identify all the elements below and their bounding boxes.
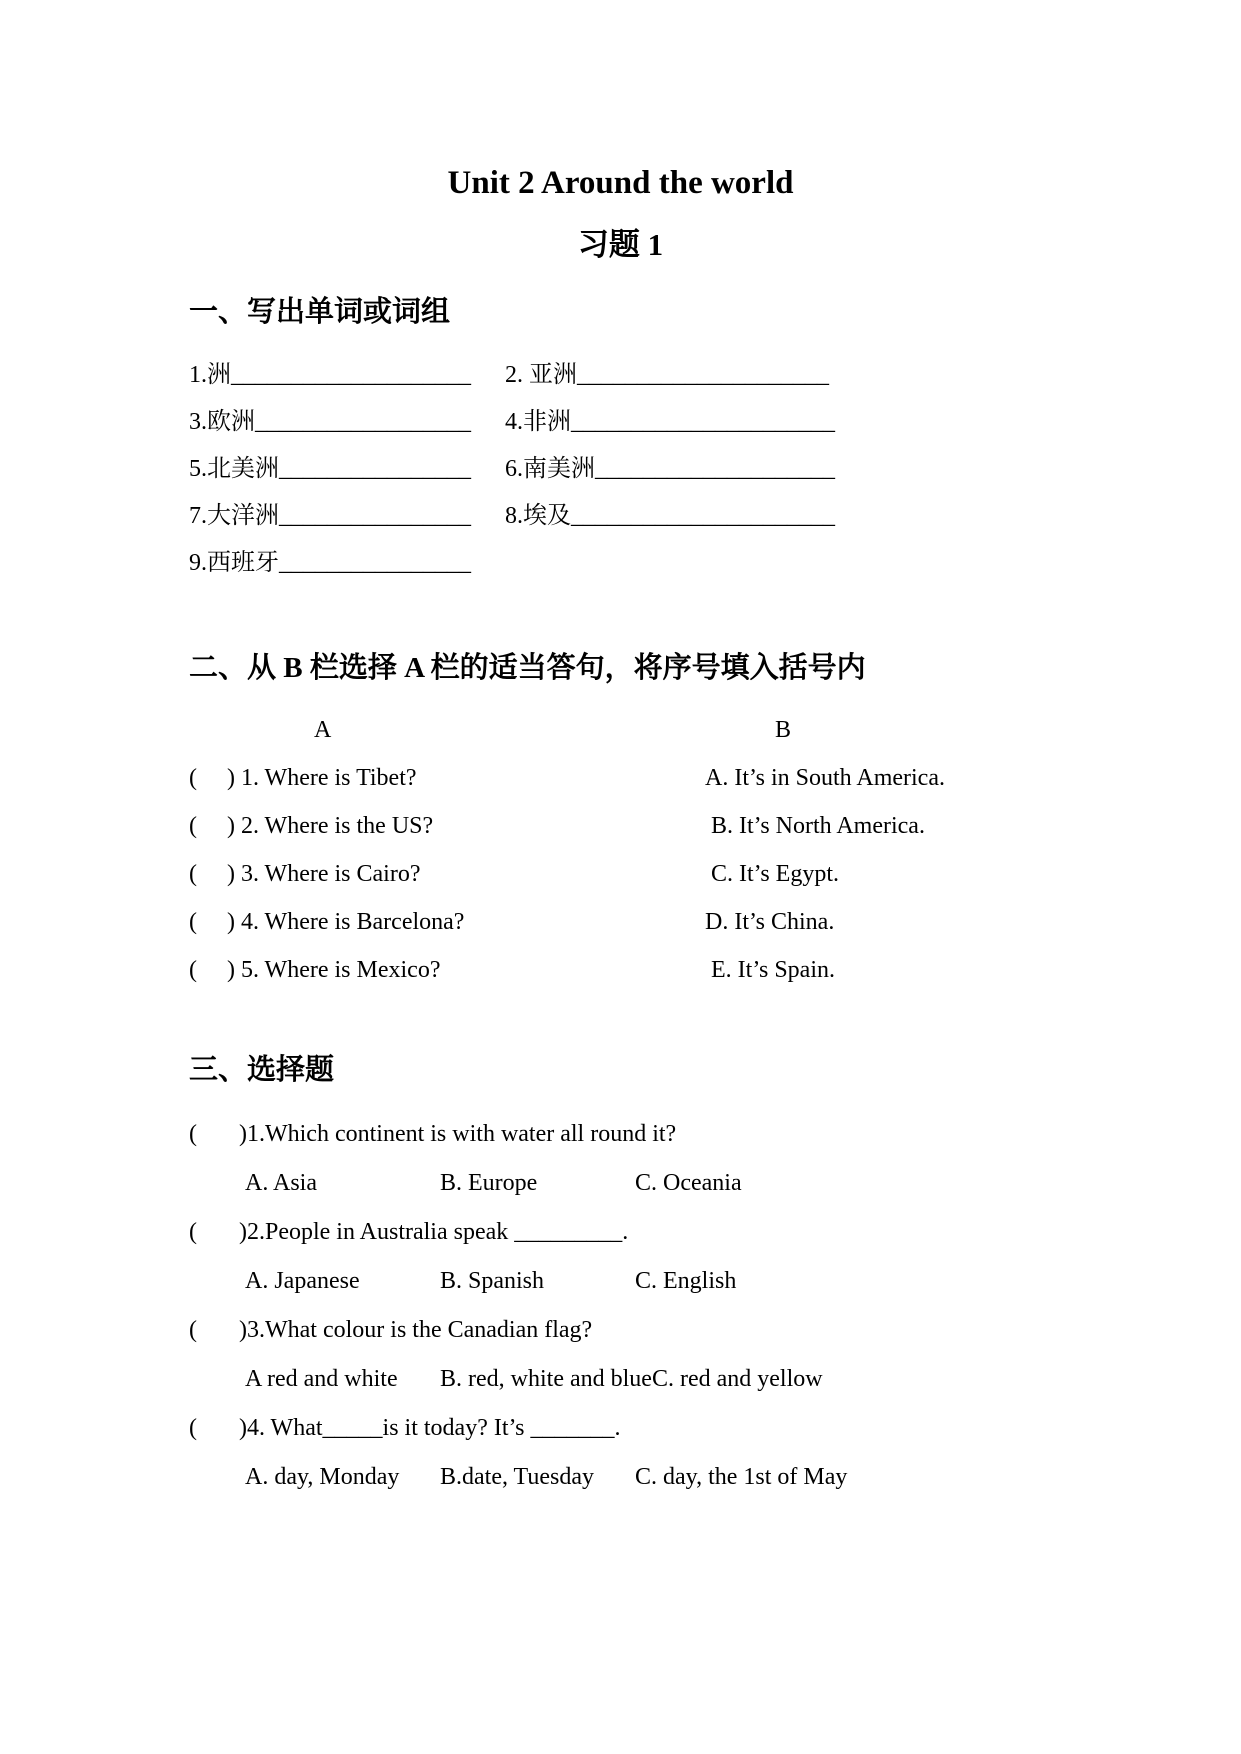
mc-question-4: ( )4. What_____is it today? It’s _______. — [189, 1415, 621, 1441]
option-a: A red and white — [245, 1366, 398, 1392]
vocab-item-3 — [189, 399, 505, 446]
vocab-item-8 — [505, 493, 835, 540]
section2-heading: 二、从 B 栏选择 A 栏的适当答句，将序号填入括号内 — [189, 652, 866, 684]
multiple-choice-list — [189, 1110, 1241, 1502]
match-row — [189, 754, 1241, 802]
match-question-3: ( ) 3. Where is Cairo? — [189, 861, 421, 887]
match-answer-e: E. It’s Spain. — [705, 957, 835, 983]
vocab-item-7 — [189, 493, 505, 540]
answer-blank: ________________ — [279, 503, 471, 529]
vocab-label: 7.大洋洲 — [189, 503, 279, 529]
answer-blank: ______________________ — [571, 409, 835, 435]
section3-heading: 三、选择题 — [189, 1054, 335, 1086]
option-a: A. Asia — [245, 1170, 317, 1196]
vocab-row — [189, 540, 1241, 587]
option-c: C. day, the 1st of May — [635, 1464, 848, 1490]
option-b: B. Spanish — [440, 1268, 545, 1294]
option-b: B.date, Tuesday — [440, 1464, 595, 1490]
answer-blank: ____________________ — [231, 362, 471, 388]
vocab-item-5 — [189, 446, 505, 493]
vocab-row — [189, 399, 1241, 446]
vocab-item-2 — [505, 352, 829, 399]
vocab-label: 1.洲 — [189, 362, 231, 388]
option-a: A. day, Monday — [245, 1464, 400, 1490]
mc-question-3: ( )3.What colour is the Canadian flag? — [189, 1317, 593, 1343]
mc-options-2 — [189, 1257, 1241, 1306]
page-subtitle: 习题 1 — [577, 227, 664, 262]
answer-blank: __________________ — [255, 409, 471, 435]
match-row — [189, 898, 1241, 946]
mc-options-3 — [189, 1355, 1241, 1404]
vocab-item-1 — [189, 352, 505, 399]
answer-blank: ______________________ — [571, 503, 835, 529]
answer-blank: ________________ — [279, 456, 471, 482]
option-c: C. English — [635, 1268, 737, 1294]
match-question-2: ( ) 2. Where is the US? — [189, 813, 434, 839]
page-title: Unit 2 Around the world — [447, 165, 794, 201]
option-a: A. Japanese — [245, 1268, 360, 1294]
match-column-headers — [189, 707, 1241, 754]
match-answer-b: B. It’s North America. — [705, 813, 925, 839]
vocab-label: 8.埃及 — [505, 503, 571, 529]
mc-options-1 — [189, 1159, 1241, 1208]
option-c: C. red and yellow — [651, 1366, 823, 1392]
vocab-label: 9.西班牙 — [189, 550, 279, 576]
match-list — [189, 754, 1241, 994]
answer-blank: _____________________ — [577, 362, 829, 388]
answer-blank: ____________________ — [595, 456, 835, 482]
option-c: C. Oceania — [635, 1170, 742, 1196]
match-question-1: ( ) 1. Where is Tibet? — [189, 765, 417, 791]
mc-question-1: ( )1.Which continent is with water all round it? — [189, 1121, 677, 1147]
match-answer-a: A. It’s in South America. — [705, 765, 945, 791]
match-row — [189, 802, 1241, 850]
match-question-4: ( ) 4. Where is Barcelona? — [189, 909, 465, 935]
column-a-header: A — [314, 717, 332, 743]
match-answer-c: C. It’s Egypt. — [705, 861, 840, 887]
column-b-header: B — [775, 717, 792, 743]
option-b: B. red, white and blue — [440, 1366, 652, 1392]
vocab-label: 6.南美洲 — [505, 456, 595, 482]
mc-options-4 — [189, 1453, 1241, 1502]
option-b: B. Europe — [440, 1170, 538, 1196]
match-row — [189, 946, 1241, 994]
vocab-list — [189, 352, 1241, 587]
vocab-label: 2. 亚洲 — [505, 362, 577, 388]
vocab-item-4 — [505, 399, 835, 446]
vocab-row — [189, 446, 1241, 493]
match-row — [189, 850, 1241, 898]
match-question-5: ( ) 5. Where is Mexico? — [189, 957, 441, 983]
vocab-item-9 — [189, 540, 505, 587]
vocab-label: 3.欧洲 — [189, 409, 255, 435]
vocab-label: 4.非洲 — [505, 409, 571, 435]
section1-heading: 一、写出单词或词组 — [189, 296, 451, 328]
vocab-label: 5.北美洲 — [189, 456, 279, 482]
vocab-item-6 — [505, 446, 835, 493]
answer-blank: ________________ — [279, 550, 471, 576]
match-answer-d: D. It’s China. — [705, 909, 835, 935]
vocab-row — [189, 493, 1241, 540]
mc-question-2: ( )2.People in Australia speak _________. — [189, 1219, 629, 1245]
vocab-row — [189, 352, 1241, 399]
